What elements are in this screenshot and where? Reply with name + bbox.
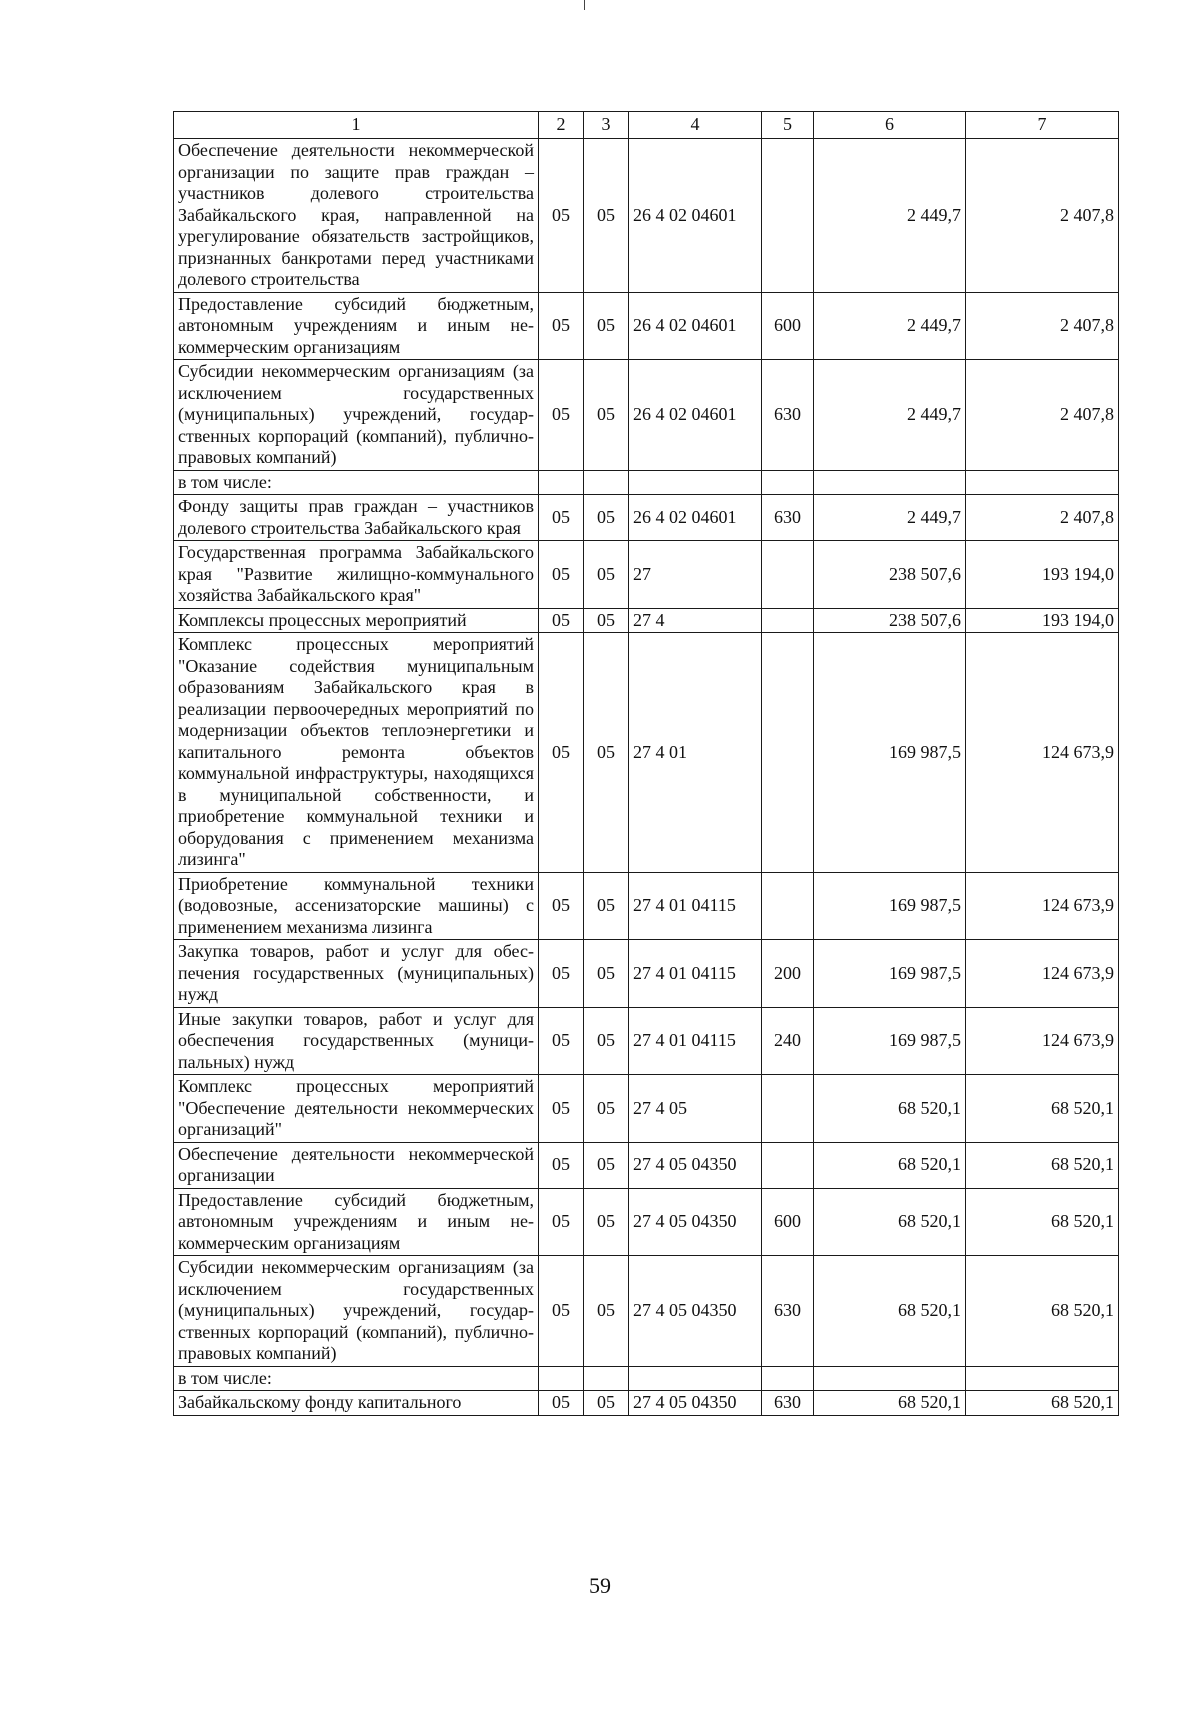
row-expense-type — [762, 1075, 814, 1143]
row-name: Приобретение коммунальной техники (водовозные, ассенизаторские машины) с применением механизма лизинга — [174, 872, 539, 940]
row-amount-year1: 2 449,7 — [814, 139, 966, 293]
row-name: Иные закупки товаров, работ и услуг для обеспечения государственных (муниципальных) нужд — [174, 1007, 539, 1075]
row-name: в том числе: — [174, 470, 539, 495]
table-row — [174, 139, 1119, 293]
row-amount-year2: 124 673,9 — [966, 872, 1119, 940]
row-name: Предоставление субсидий бюджетным, автономным учреждениям и иным некоммерческим организациям — [174, 292, 539, 360]
table-row — [174, 1188, 1119, 1256]
row-amount-year2: 193 194,0 — [966, 541, 1119, 609]
table-row — [174, 1366, 1119, 1391]
row-name: Комплексы процессных мероприятий — [174, 608, 539, 633]
column-header: 4 — [629, 112, 762, 139]
row-subsection: 05 — [584, 1007, 629, 1075]
row-amount-year2: 124 673,9 — [966, 1007, 1119, 1075]
row-amount-year1: 169 987,5 — [814, 633, 966, 873]
column-header: 6 — [814, 112, 966, 139]
row-section: 05 — [539, 1256, 584, 1367]
row-subsection: 05 — [584, 1142, 629, 1188]
row-amount-year2: 68 520,1 — [966, 1256, 1119, 1367]
table-row — [174, 872, 1119, 940]
row-subsection: 05 — [584, 1075, 629, 1143]
row-section: 05 — [539, 1007, 584, 1075]
table-row — [174, 495, 1119, 541]
row-name: Комплекс процессных мероприятий "Оказание содействия муниципальным образованиям Забайкальского края в реализации первоочередных мероприятий по модернизации объектов теплоэнергетики и капитального ремонта объектов коммунальной инфраструктуры, находящихся в муниципальной собственности, и приобретение коммунальной техники и оборудования с применением механизма лизинга" — [174, 633, 539, 873]
row-target-code — [629, 470, 762, 495]
column-header: 7 — [966, 112, 1119, 139]
row-amount-year1: 68 520,1 — [814, 1142, 966, 1188]
row-target-code: 26 4 02 04601 — [629, 360, 762, 471]
row-target-code: 27 4 — [629, 608, 762, 633]
row-expense-type: 630 — [762, 360, 814, 471]
row-name: Закупка товаров, работ и услуг для обеспечения государственных (муниципальных) нужд — [174, 940, 539, 1008]
table-row — [174, 1256, 1119, 1367]
table-row — [174, 470, 1119, 495]
row-subsection: 05 — [584, 360, 629, 471]
row-target-code: 27 4 05 — [629, 1075, 762, 1143]
row-amount-year2: 68 520,1 — [966, 1142, 1119, 1188]
row-target-code: 27 — [629, 541, 762, 609]
row-amount-year1: 169 987,5 — [814, 1007, 966, 1075]
row-amount-year1 — [814, 470, 966, 495]
column-header: 2 — [539, 112, 584, 139]
row-subsection: 05 — [584, 541, 629, 609]
row-section: 05 — [539, 1188, 584, 1256]
row-expense-type — [762, 470, 814, 495]
row-target-code: 27 4 05 04350 — [629, 1391, 762, 1416]
row-amount-year2: 2 407,8 — [966, 360, 1119, 471]
row-name: Комплекс процессных мероприятий "Обеспечение деятельности некоммерческих организаций" — [174, 1075, 539, 1143]
row-amount-year1 — [814, 1366, 966, 1391]
row-expense-type: 240 — [762, 1007, 814, 1075]
row-subsection: 05 — [584, 1256, 629, 1367]
row-name: Государственная программа Забайкальского края "Развитие жилищно-коммунального хозяйства Забайкальского края" — [174, 541, 539, 609]
table-row — [174, 292, 1119, 360]
row-subsection — [584, 1366, 629, 1391]
row-amount-year2 — [966, 470, 1119, 495]
row-section: 05 — [539, 1075, 584, 1143]
column-header: 5 — [762, 112, 814, 139]
row-name: Субсидии некоммерческим организациям (за исключением государственных (муниципальных) учреждений, государственных корпораций (компаний), публично-правовых компаний) — [174, 360, 539, 471]
row-subsection: 05 — [584, 1188, 629, 1256]
page-number: 59 — [589, 1573, 611, 1598]
row-section: 05 — [539, 872, 584, 940]
row-section: 05 — [539, 495, 584, 541]
row-expense-type — [762, 1366, 814, 1391]
row-expense-type — [762, 608, 814, 633]
row-amount-year1: 68 520,1 — [814, 1256, 966, 1367]
row-amount-year2: 68 520,1 — [966, 1188, 1119, 1256]
table-row — [174, 608, 1119, 633]
row-section: 05 — [539, 633, 584, 873]
row-amount-year2: 68 520,1 — [966, 1075, 1119, 1143]
row-amount-year1: 68 520,1 — [814, 1075, 966, 1143]
row-subsection: 05 — [584, 940, 629, 1008]
row-target-code: 27 4 01 — [629, 633, 762, 873]
row-amount-year2 — [966, 1366, 1119, 1391]
budget-table — [173, 111, 1119, 1416]
row-expense-type — [762, 1142, 814, 1188]
row-amount-year2: 193 194,0 — [966, 608, 1119, 633]
row-target-code: 27 4 01 04115 — [629, 940, 762, 1008]
row-subsection: 05 — [584, 1391, 629, 1416]
row-amount-year1: 68 520,1 — [814, 1391, 966, 1416]
column-header: 3 — [584, 112, 629, 139]
row-expense-type — [762, 541, 814, 609]
row-target-code: 26 4 02 04601 — [629, 495, 762, 541]
table-row — [174, 1007, 1119, 1075]
row-name: Обеспечение деятельности некоммерческой организации — [174, 1142, 539, 1188]
row-section: 05 — [539, 1391, 584, 1416]
table-body — [174, 139, 1119, 1416]
row-amount-year2: 2 407,8 — [966, 495, 1119, 541]
row-section: 05 — [539, 541, 584, 609]
row-name: Забайкальскому фонду капитального — [174, 1391, 539, 1416]
row-name: в том числе: — [174, 1366, 539, 1391]
row-target-code: 27 4 01 04115 — [629, 872, 762, 940]
row-amount-year1: 2 449,7 — [814, 495, 966, 541]
row-target-code: 26 4 02 04601 — [629, 139, 762, 293]
row-amount-year2: 68 520,1 — [966, 1391, 1119, 1416]
row-subsection — [584, 470, 629, 495]
row-target-code — [629, 1366, 762, 1391]
row-amount-year1: 2 449,7 — [814, 360, 966, 471]
row-target-code: 27 4 05 04350 — [629, 1188, 762, 1256]
row-name: Предоставление субсидий бюджетным, автономным учреждениям и иным некоммерческим организациям — [174, 1188, 539, 1256]
table-row — [174, 1075, 1119, 1143]
row-amount-year1: 169 987,5 — [814, 940, 966, 1008]
row-amount-year1: 238 507,6 — [814, 541, 966, 609]
row-amount-year2: 2 407,8 — [966, 292, 1119, 360]
row-target-code: 27 4 01 04115 — [629, 1007, 762, 1075]
row-target-code: 26 4 02 04601 — [629, 292, 762, 360]
row-amount-year2: 124 673,9 — [966, 633, 1119, 873]
row-expense-type: 630 — [762, 1391, 814, 1416]
row-name: Обеспечение деятельности некоммерческой организации по защите прав граждан – участников долевого строительства Забайкальского края, направленной на урегулирование обязательств застройщиков, признанных банкротами перед участниками долевого строительства — [174, 139, 539, 293]
row-expense-type: 630 — [762, 495, 814, 541]
row-section: 05 — [539, 1142, 584, 1188]
table-row — [174, 940, 1119, 1008]
table-row — [174, 360, 1119, 471]
row-expense-type: 600 — [762, 292, 814, 360]
table-row — [174, 1391, 1119, 1416]
scan-mark — [584, 0, 585, 10]
table-row — [174, 541, 1119, 609]
row-amount-year1: 238 507,6 — [814, 608, 966, 633]
row-target-code: 27 4 05 04350 — [629, 1256, 762, 1367]
column-header: 1 — [174, 112, 539, 139]
row-expense-type — [762, 872, 814, 940]
table-row — [174, 1142, 1119, 1188]
row-subsection: 05 — [584, 292, 629, 360]
row-name: Субсидии некоммерческим организациям (за исключением государственных (муниципальных) учреждений, государственных корпораций (компаний), публично-правовых компаний) — [174, 1256, 539, 1367]
row-amount-year2: 124 673,9 — [966, 940, 1119, 1008]
row-expense-type: 600 — [762, 1188, 814, 1256]
row-section — [539, 470, 584, 495]
row-amount-year1: 68 520,1 — [814, 1188, 966, 1256]
table-header-row — [174, 112, 1119, 139]
row-amount-year2: 2 407,8 — [966, 139, 1119, 293]
row-expense-type: 200 — [762, 940, 814, 1008]
row-section: 05 — [539, 940, 584, 1008]
row-section: 05 — [539, 292, 584, 360]
row-section: 05 — [539, 360, 584, 471]
row-subsection: 05 — [584, 495, 629, 541]
row-subsection: 05 — [584, 872, 629, 940]
row-amount-year1: 169 987,5 — [814, 872, 966, 940]
row-expense-type — [762, 633, 814, 873]
row-amount-year1: 2 449,7 — [814, 292, 966, 360]
row-subsection: 05 — [584, 608, 629, 633]
row-expense-type — [762, 139, 814, 293]
row-section: 05 — [539, 608, 584, 633]
row-section: 05 — [539, 139, 584, 293]
table-row — [174, 633, 1119, 873]
row-target-code: 27 4 05 04350 — [629, 1142, 762, 1188]
row-subsection: 05 — [584, 633, 629, 873]
row-name: Фонду защиты прав граждан – участников долевого строительства Забайкальского края — [174, 495, 539, 541]
row-section — [539, 1366, 584, 1391]
row-expense-type: 630 — [762, 1256, 814, 1367]
row-subsection: 05 — [584, 139, 629, 293]
